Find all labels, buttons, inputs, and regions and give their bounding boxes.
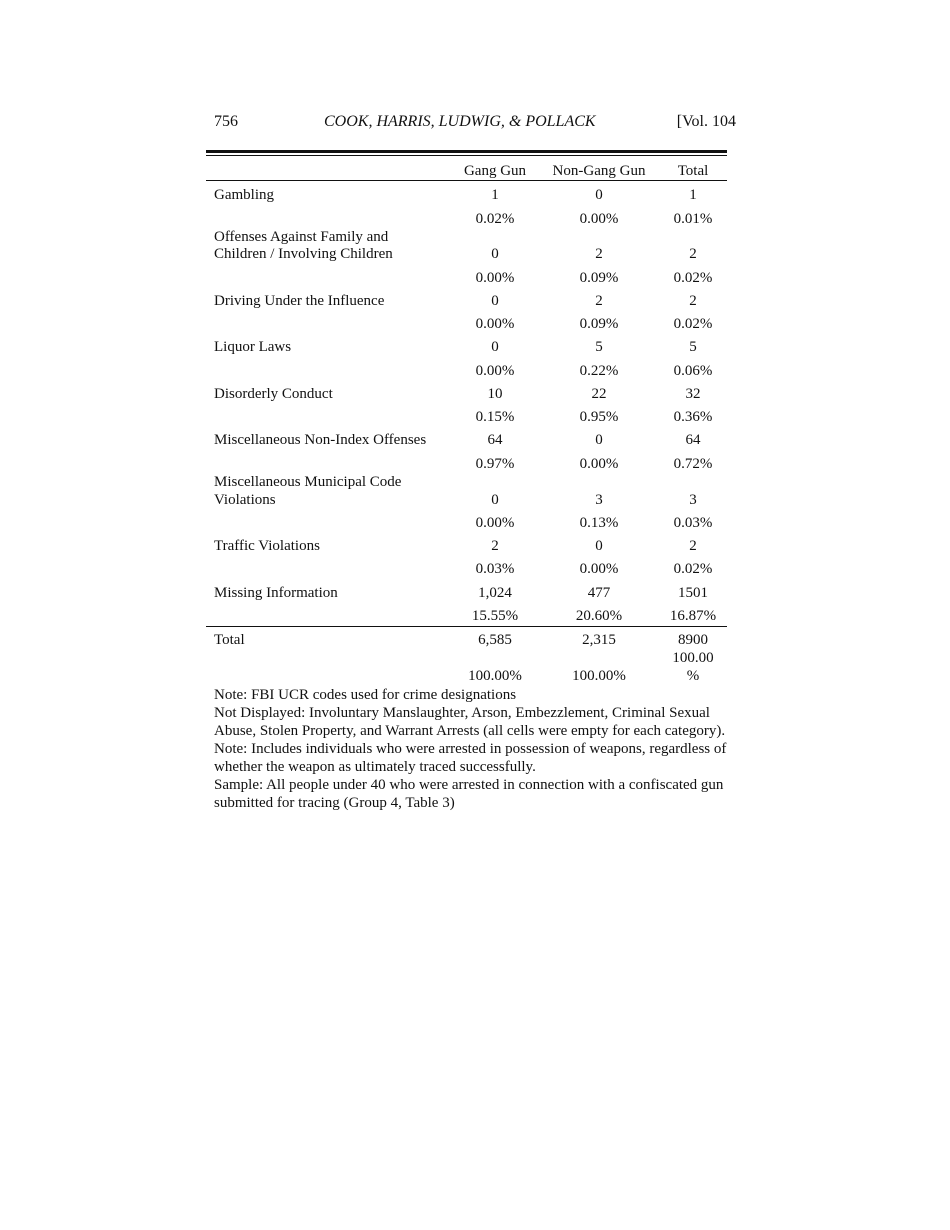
row-label-dui: Driving Under the Influence — [214, 293, 385, 309]
cell-liquor-nongang-count: 5 — [595, 339, 603, 355]
cell-family-gang-count: 0 — [491, 246, 499, 262]
table-header-rule — [206, 180, 727, 181]
cell-gambling-total-count: 1 — [689, 187, 697, 203]
cell-gambling-gang-count: 1 — [491, 187, 499, 203]
row-label-missing-information: Missing Information — [214, 585, 338, 601]
running-title: COOK, HARRIS, LUDWIG, & POLLACK — [324, 113, 596, 130]
row-label-misc-municipal-line1: Miscellaneous Municipal Code — [214, 474, 402, 490]
cell-total-total-count: 8900 — [678, 632, 708, 648]
cell-municipal-gang-pct: 0.00% — [475, 515, 515, 531]
cell-dui-total-count: 2 — [689, 293, 697, 309]
cell-traffic-gang-pct: 0.03% — [475, 561, 515, 577]
cell-municipal-nongang-pct: 0.13% — [579, 515, 619, 531]
table-total-rule — [206, 626, 727, 627]
cell-total-gang-pct: 100.00% — [468, 668, 522, 684]
cell-traffic-total-pct: 0.02% — [673, 561, 713, 577]
page-number: 756 — [214, 113, 238, 130]
row-label-misc-non-index: Miscellaneous Non-Index Offenses — [214, 432, 427, 448]
cell-municipal-total-count: 3 — [689, 492, 697, 508]
cell-dui-total-pct: 0.02% — [673, 316, 713, 332]
note-sample: Sample: All people under 40 who were arrested in connection with a confiscated gun submitted for tracing (Group 4, Table 3) — [214, 777, 724, 811]
note-ucr-codes: Note: FBI UCR codes used for crime designations — [214, 687, 517, 703]
cell-traffic-total-count: 2 — [689, 538, 697, 554]
cell-missing-gang-count: 1,024 — [478, 585, 512, 601]
cell-disorderly-gang-pct: 0.15% — [475, 409, 515, 425]
cell-disorderly-nongang-pct: 0.95% — [579, 409, 619, 425]
cell-missing-nongang-pct: 20.60% — [575, 608, 623, 624]
row-label-traffic-violations: Traffic Violations — [214, 538, 320, 554]
cell-total-gang-count: 6,585 — [478, 632, 512, 648]
cell-liquor-total-count: 5 — [689, 339, 697, 355]
cell-liquor-gang-pct: 0.00% — [475, 363, 515, 379]
table-notes — [214, 686, 736, 812]
cell-dui-gang-count: 0 — [491, 293, 499, 309]
row-label-total: Total — [214, 632, 245, 648]
cell-liquor-nongang-pct: 0.22% — [579, 363, 619, 379]
cell-traffic-nongang-count: 0 — [595, 538, 603, 554]
cell-gambling-nongang-count: 0 — [595, 187, 603, 203]
column-header-gang-gun: Gang Gun — [463, 163, 527, 179]
row-label-misc-municipal-line2: Violations — [214, 492, 276, 508]
row-label-offenses-family-line1: Offenses Against Family and — [214, 229, 389, 245]
cell-missing-total-count: 1501 — [678, 585, 708, 601]
cell-missing-total-pct: 16.87% — [669, 608, 717, 624]
cell-dui-nongang-pct: 0.09% — [579, 316, 619, 332]
cell-total-nongang-pct: 100.00% — [572, 668, 626, 684]
cell-total-total-pct-line1: 100.00 — [672, 650, 714, 666]
row-label-offenses-family-line2: Children / Involving Children — [214, 246, 393, 262]
cell-dui-nongang-count: 2 — [595, 293, 603, 309]
cell-disorderly-total-pct: 0.36% — [673, 409, 713, 425]
cell-municipal-total-pct: 0.03% — [673, 515, 713, 531]
cell-misc-nonindex-total-pct: 0.72% — [673, 456, 713, 472]
volume-label: [Vol. 104 — [676, 113, 736, 130]
cell-gambling-total-pct: 0.01% — [673, 211, 713, 227]
cell-family-total-count: 2 — [689, 246, 697, 262]
cell-disorderly-total-count: 32 — [685, 386, 701, 402]
cell-dui-gang-pct: 0.00% — [475, 316, 515, 332]
cell-family-nongang-count: 2 — [595, 246, 603, 262]
column-header-non-gang-gun: Non-Gang Gun — [552, 163, 646, 179]
table-top-rule-thick — [206, 150, 727, 153]
cell-family-gang-pct: 0.00% — [475, 270, 515, 286]
cell-gambling-gang-pct: 0.02% — [475, 211, 515, 227]
note-not-displayed: Not Displayed: Involuntary Manslaughter, Arson, Embezzlement, Criminal Sexual Abuse, Stolen Property, and Warrant Arrests (all cells were empty for each category). — [214, 705, 726, 739]
running-header — [214, 113, 736, 133]
cell-municipal-gang-count: 0 — [491, 492, 499, 508]
cell-traffic-gang-count: 2 — [491, 538, 499, 554]
cell-misc-nonindex-nongang-pct: 0.00% — [579, 456, 619, 472]
cell-misc-nonindex-gang-count: 64 — [487, 432, 503, 448]
cell-missing-nongang-count: 477 — [587, 585, 611, 601]
cell-municipal-nongang-count: 3 — [595, 492, 603, 508]
cell-misc-nonindex-total-count: 64 — [685, 432, 701, 448]
row-label-gambling: Gambling — [214, 187, 274, 203]
cell-misc-nonindex-nongang-count: 0 — [595, 432, 603, 448]
cell-missing-gang-pct: 15.55% — [471, 608, 519, 624]
note-includes-individuals: Note: Includes individuals who were arrested in possession of weapons, regardless of whether the weapon as ultimately traced successfully. — [214, 741, 727, 775]
cell-liquor-gang-count: 0 — [491, 339, 499, 355]
cell-total-nongang-count: 2,315 — [582, 632, 616, 648]
cell-family-nongang-pct: 0.09% — [579, 270, 619, 286]
column-header-total: Total — [677, 163, 709, 179]
cell-disorderly-nongang-count: 22 — [591, 386, 607, 402]
row-label-liquor-laws: Liquor Laws — [214, 339, 292, 355]
table-top-rule-thin — [206, 155, 727, 156]
cell-disorderly-gang-count: 10 — [487, 386, 503, 402]
cell-family-total-pct: 0.02% — [673, 270, 713, 286]
cell-traffic-nongang-pct: 0.00% — [579, 561, 619, 577]
row-label-disorderly-conduct: Disorderly Conduct — [214, 386, 333, 402]
cell-misc-nonindex-gang-pct: 0.97% — [475, 456, 515, 472]
cell-gambling-nongang-pct: 0.00% — [579, 211, 619, 227]
cell-total-total-pct-line2: % — [686, 668, 700, 684]
cell-liquor-total-pct: 0.06% — [673, 363, 713, 379]
